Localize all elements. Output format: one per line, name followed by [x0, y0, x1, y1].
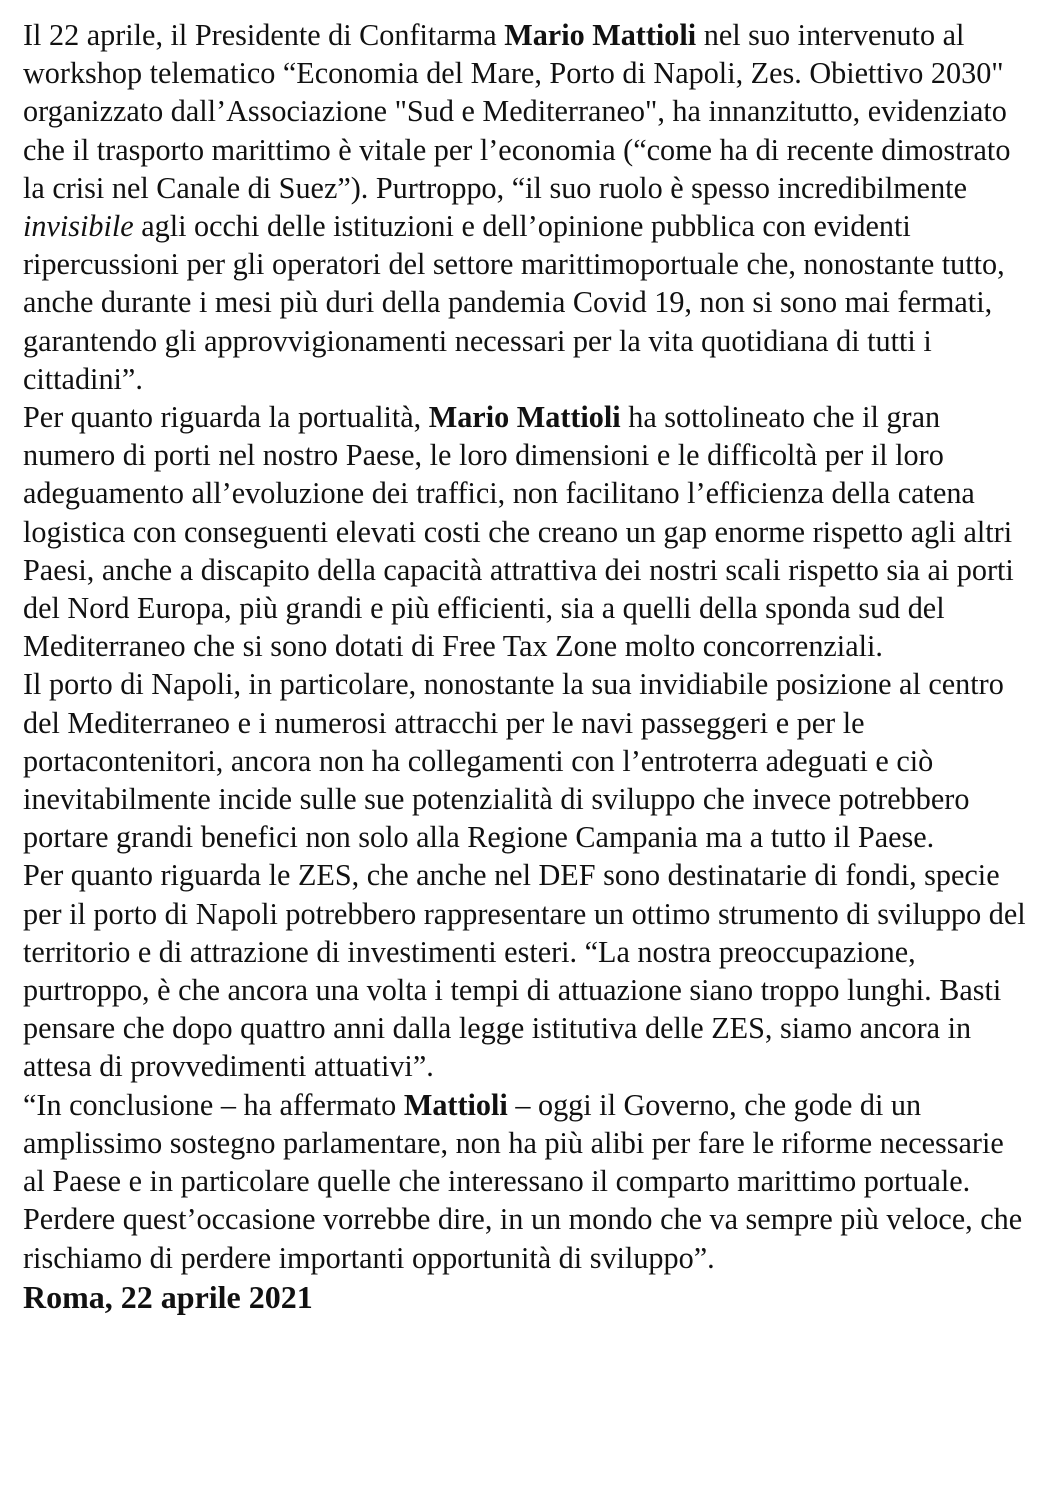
text-run: Per quanto riguarda le ZES, che anche nel DEF sono destinatarie di fondi, specie per il porto di Napoli potrebbero rappresentare un ottimo strumento di sviluppo del territorio e di attrazione di investimenti esteri. “La nostra preoccupazione, purtroppo, è che ancora una volta i tempi di attuazione siano troppo lunghi. Basti pensare che dopo quattro anni dalla legge istitutiva delle ZES, siamo ancora in attesa di provvedimenti attuativi”. [23, 858, 1026, 1084]
paragraph-3 [23, 665, 1033, 856]
paragraph-4 [23, 856, 1033, 1085]
text-run: Il 22 aprile, il Presidente di Confitarma [23, 18, 505, 52]
person-name-bold: Mattioli [403, 1087, 508, 1122]
paragraph-2 [23, 398, 1033, 665]
paragraph-1 [23, 16, 1033, 398]
document-page [23, 16, 1033, 1317]
text-run: – oggi il Governo, che gode di un amplissimo sostegno parlamentare, non ha più alibi per fare le riforme necessarie al Paese e in particolare quelle che interessano il comparto marittimo portuale. Perdere quest’occasione vorrebbe dire, in un mondo che va sempre più veloce, che rischiamo di perdere importanti opportunità di sviluppo”. [23, 1087, 1023, 1275]
text-run: “In conclusione – ha affermato [23, 1087, 404, 1122]
dateline: Roma, 22 aprile 2021 [23, 1278, 313, 1315]
text-run: Il porto di Napoli, in particolare, nonostante la sua invidiabile posizione al centro del Mediterraneo e i numerosi attracchi per le navi passeggeri e per le portacontenitori, ancora non ha collegamenti con l’entroterra adeguati e ciò inevitabilmente incide sulle sue potenzialità di sviluppo che invece potrebbero portare grandi benefici non solo alla Regione Campania ma a tutto il Paese. [23, 667, 1004, 855]
paragraph-5 [23, 1086, 1033, 1277]
person-name-bold: Mario Mattioli [428, 400, 621, 435]
text-run: Per quanto riguarda la portualità, [23, 400, 429, 435]
text-run: nel suo intervenuto al workshop telematico “Economia del Mare, Porto di Napoli, Zes. Obiettivo 2030" organizzato dall’Associazione "Sud e Mediterraneo", ha innanzitutto, evidenziato che il trasporto marittimo è vitale per l’economia (“come ha di recente dimostrato la crisi nel Canale di Suez”). Purtroppo, “il suo ruolo è spesso incredibilmente [23, 18, 1011, 205]
emphasis-italic: invisibile [23, 209, 134, 244]
person-name-bold: Mario Mattioli [504, 18, 697, 52]
text-run: ha sottolineato che il gran numero di porti nel nostro Paese, le loro dimensioni e le difficoltà per il loro adeguamento all’evoluzione dei traffici, non facilitano l’efficienza della catena logistica con conseguenti elevati costi che creano un gap enorme rispetto agli altri Paesi, anche a discapito della capacità attrattiva dei nostri scali rispetto sia ai porti del Nord Europa, più grandi e più efficienti, sia a quelli della sponda sud del Mediterraneo che si sono dotati di Free Tax Zone molto concorrenziali. [23, 400, 1014, 664]
text-run: agli occhi delle istituzioni e dell’opinione pubblica con evidenti ripercussioni per gli operatori del settore marittimoportuale che, nonostante tutto, anche durante i mesi più duri della pandemia Covid 19, non si sono mai fermati, garantendo gli approvvigionamenti necessari per la vita quotidiana di tutti i cittadini”. [23, 209, 1005, 396]
